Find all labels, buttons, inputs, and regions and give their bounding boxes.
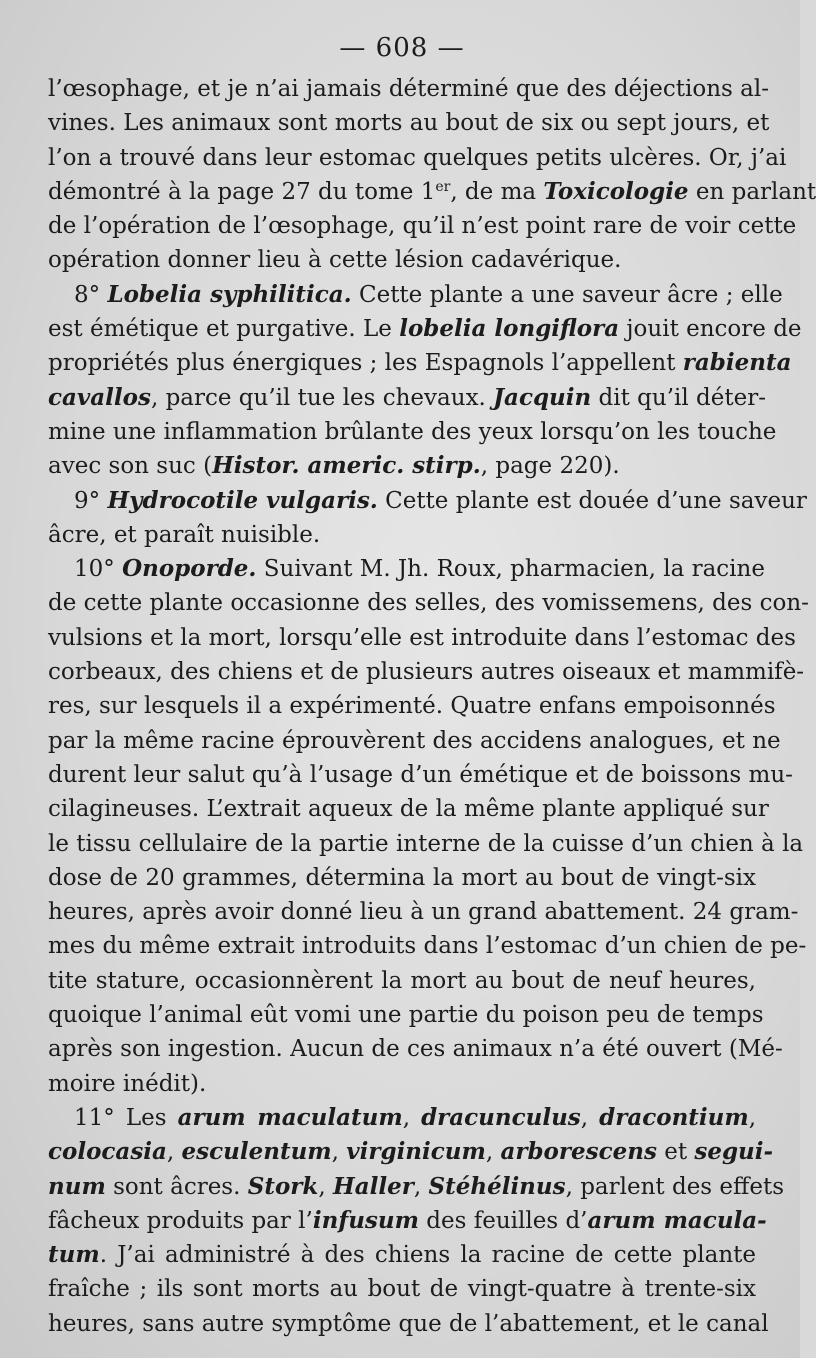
text-line [48, 106, 770, 140]
text-segment: jouit encore de [619, 316, 802, 343]
text-segment: de l’opération de l’œsophage, qu’il n’est point rare de voir cette [48, 213, 797, 240]
text-segment: et [656, 1139, 695, 1166]
italic-term: dracontium [599, 1103, 749, 1131]
text-segment: vines. Les animaux sont morts au bout de six ou sept jours, et [48, 110, 770, 137]
italic-term: arum maculatum [177, 1103, 403, 1131]
text-segment: Suivant M. Jh. Roux, pharmacien, la racine [256, 556, 765, 583]
italic-term: arborescens [500, 1138, 657, 1166]
text-line [48, 724, 781, 758]
text-line [48, 1032, 783, 1066]
italic-term: Stork [247, 1172, 319, 1200]
text-segment: après son ingestion. Aucun de ces animaux n’a été ouvert (Mé- [48, 1036, 783, 1063]
text-segment: , [402, 1104, 422, 1131]
italic-term: arum macula- [587, 1206, 767, 1234]
text-line [48, 1135, 774, 1169]
text-line [48, 278, 783, 312]
text-segment: mine une inflammation brûlante des yeux lorsqu’on les touche [48, 418, 777, 445]
text-segment: Cette plante a une saveur âcre ; elle [351, 281, 783, 308]
text-segment: , [331, 1139, 347, 1166]
text-line [48, 72, 769, 106]
text-segment: vulsions et la mort, lorsqu’elle est introduite dans l’estomac des [48, 624, 796, 651]
text-segment: fâcheux produits par l’ [48, 1207, 313, 1234]
text-segment: corbeaux, des chiens et de plusieurs autres oiseaux et mammifè- [48, 659, 805, 686]
text-segment: est émétique et purgative. Le [48, 316, 400, 343]
italic-term: dracunculus [421, 1103, 581, 1131]
text-segment: heures, sans autre symptôme que de l’abattement, et le canal [48, 1310, 769, 1337]
page-number: — 608 — [339, 33, 465, 63]
text-segment: quoique l’animal eût vomi une partie du poison peu de temps [48, 1002, 764, 1029]
text-line [48, 449, 756, 483]
text-line [48, 621, 796, 655]
text-segment: , de ma [450, 178, 544, 205]
text-line [48, 1272, 756, 1306]
text-line [48, 552, 765, 586]
text-segment: . J’ai administré à des chiens la racine de cette plante [99, 1242, 756, 1269]
text-line [48, 895, 799, 929]
text-line [48, 381, 767, 415]
italic-term: Stéhélinus [428, 1172, 566, 1200]
text-line [48, 655, 805, 689]
text-segment: sont âcres. [105, 1173, 248, 1200]
italic-term: tum [48, 1241, 100, 1269]
text-segment: 10° [74, 556, 123, 583]
text-line [48, 1067, 756, 1101]
text-line [48, 964, 756, 998]
text-segment: des feuilles d’ [418, 1207, 588, 1234]
italic-term: Onoporde. [122, 555, 257, 583]
italic-term: virginicum [346, 1138, 486, 1166]
text-segment: âcre, et paraît nuisible. [48, 521, 321, 548]
text-segment: cilagineuses. L’extrait aqueux de la même plante appliqué sur [48, 796, 769, 823]
text-segment: , [413, 1173, 429, 1200]
text-line [48, 929, 807, 963]
text-line [48, 792, 769, 826]
superscript: er [435, 178, 451, 195]
text-segment: , [748, 1104, 757, 1131]
text-segment: propriétés plus énergiques ; les Espagnols l’appellent [48, 350, 683, 377]
text-segment: en parlant [688, 178, 816, 205]
text-segment: 9° [74, 487, 108, 514]
text-segment: , page 220). [480, 453, 620, 480]
text-segment: le tissu cellulaire de la partie interne de la cuisse d’un chien à la [48, 830, 804, 857]
text-line [48, 1101, 756, 1135]
text-line [48, 518, 756, 552]
italic-term: Histor. americ. stirp. [212, 452, 481, 480]
text-line [48, 1170, 785, 1204]
text-segment: l’œsophage, et je n’ai jamais déterminé que des déjections al- [48, 76, 769, 102]
text-line [48, 175, 816, 209]
text-line [48, 484, 807, 518]
italic-term: Lobelia syphilitica. [107, 280, 352, 308]
italic-term: Toxicologie [543, 177, 689, 205]
text-line [48, 758, 793, 792]
italic-term: Hydrocotile vulgaris. [107, 486, 378, 514]
text-segment: avec son suc ( [48, 453, 213, 480]
italic-term: segui- [694, 1138, 774, 1166]
text-line [48, 861, 756, 895]
text-segment: tite stature, occasionnèrent la mort au bout de neuf heures, [48, 967, 756, 994]
text-segment: fraîche ; ils sont morts au bout de vingt-quatre à trente-six [48, 1276, 756, 1303]
italic-term: colocasia [48, 1138, 167, 1166]
text-line [48, 1307, 769, 1341]
text-line [48, 689, 776, 723]
text-line [48, 1204, 767, 1238]
text-line [48, 209, 797, 243]
italic-term: rabienta [682, 349, 792, 377]
text-segment: dit qu’il déter- [591, 384, 767, 411]
text-segment: , parlent des effets [565, 1173, 785, 1200]
text-line [48, 346, 792, 380]
text-segment: , [318, 1173, 333, 1200]
text-line [48, 312, 802, 346]
italic-term: esculentum [181, 1138, 332, 1166]
text-segment: Cette plante est douée d’une saveur [377, 487, 807, 514]
body-text [48, 72, 816, 1341]
text-line [48, 141, 787, 175]
text-line [48, 827, 804, 861]
text-segment: mes du même extrait introduits dans l’estomac d’un chien de pe- [48, 933, 807, 960]
text-segment: , [166, 1139, 182, 1166]
text-line [48, 998, 764, 1032]
text-line [48, 586, 809, 620]
text-segment: , [580, 1104, 600, 1131]
italic-term: infusum [312, 1206, 419, 1234]
text-segment: l’on a trouvé dans leur estomac quelques petits ulcères. Or, j’ai [48, 144, 787, 171]
text-segment: démontré à la page 27 du tome 1 [48, 178, 436, 205]
italic-term: cavallos [48, 383, 151, 411]
text-segment: , [485, 1139, 501, 1166]
text-segment: opération donner lieu à cette lésion cadavérique. [48, 247, 622, 274]
text-segment: , parce qu’il tue les chevaux. [150, 384, 494, 411]
text-segment: dose de 20 grammes, détermina la mort au bout de vingt-six [48, 864, 756, 891]
italic-term: Haller [333, 1172, 414, 1200]
italic-term: lobelia longiflora [399, 315, 620, 343]
text-segment: moire inédit). [48, 1070, 207, 1097]
text-segment: par la même racine éprouvèrent des accidens analogues, et ne [48, 727, 781, 754]
text-segment: heures, après avoir donné lieu à un grand abattement. 24 gram- [48, 899, 799, 926]
text-segment: res, sur lesquels il a expérimenté. Quatre enfans empoisonnés [48, 693, 776, 720]
italic-term: num [48, 1172, 106, 1200]
text-line [48, 1238, 756, 1272]
text-line [48, 415, 777, 449]
text-segment: 11° Les [74, 1104, 178, 1131]
text-segment: durent leur salut qu’à l’usage d’un émétique et de boissons mu- [48, 761, 793, 788]
text-line [48, 243, 756, 277]
text-segment: 8° [74, 281, 108, 308]
text-segment: de cette plante occasionne des selles, des vomissemens, des con- [48, 590, 809, 617]
italic-term: Jacquin [493, 383, 592, 411]
